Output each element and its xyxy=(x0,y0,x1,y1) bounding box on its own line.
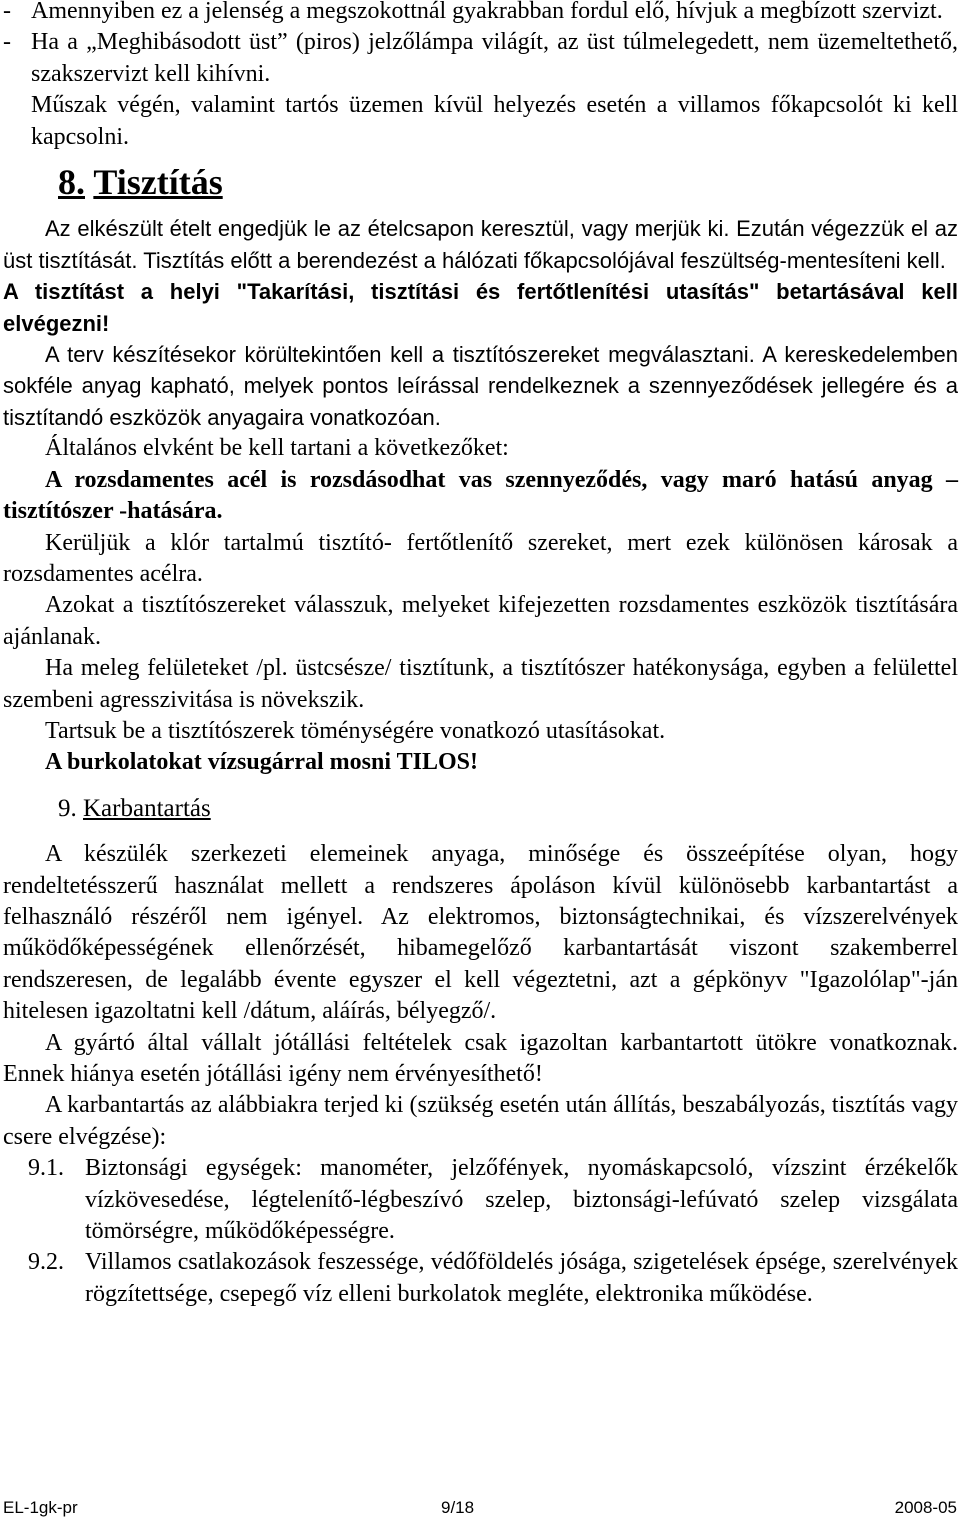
paragraph: A készülék szerkezeti elemeinek anyaga, minősége és összeépítése olyan, hogy rendeltetésszerű használat mellett a rendszeres ápoláson kívül különösebb karbantartást a felhasználó részéről nem igényel. Az elektromos, biztonságtechnikai, és vízszerelvények működőképességének ellenőrzését, hibamegelőző karbantartását viszont szakemberrel rendszeresen, de legalább évente egyszer el kell végeztetni, azt a gépkönyv "Igazolólap"-ján hitelesen igazoltatni kell /dátum, aláírás, bélyegző/. xyxy=(3,841,958,1025)
section-8-number: 8. xyxy=(58,162,85,203)
list-marker xyxy=(3,90,31,153)
paragraph: Azokat a tisztítószereket válasszuk, melyeket kifejezetten rozsdamentes eszközök tisztítására ajánlanak. xyxy=(3,592,958,650)
section-8-heading xyxy=(3,162,958,203)
paragraph-bold: A burkolatokat vízsugárral mosni TILOS! xyxy=(45,749,478,776)
footer-date: 2008-05 xyxy=(894,1498,957,1517)
item-number: 9.1. xyxy=(28,1155,64,1182)
item-text: Biztonsági egységek: manométer, jelzőfények, nyomáskapcsoló, vízszint érzékelők vízkövesedése, légtelenítő-légbeszívó szelep, biztonsági-lefúvató szelep vizsgálata tömörségre, működőképességre. xyxy=(85,1155,958,1245)
footer-page-number: 9/18 xyxy=(441,1498,475,1517)
paragraph: Ha meleg felületeket /pl. üstcsésze/ tisztítunk, a tisztítószer hatékonysága, egyben a felülettel szembeni agresszivitása is növekszik. xyxy=(3,655,958,713)
list-text: Amennyiben ez a jelenség a megszokottnál gyakrabban fordul elő, hívjuk a megbízott szervizt. xyxy=(31,0,943,24)
list-item xyxy=(3,0,958,27)
paragraph: Kerüljük a klór tartalmú tisztító- fertőtlenítő szereket, mert ezek különösen károsak a rozsdamentes acélra. xyxy=(3,529,958,587)
list-marker: - xyxy=(3,29,11,56)
paragraph-bold: A rozsdamentes acél is rozsdásodhat vas szennyeződés, vagy maró hatású anyag – tisztítószer -hatására. xyxy=(3,466,958,525)
section-9-title: Karbantartás xyxy=(83,794,211,822)
list-marker: - xyxy=(3,0,11,24)
paragraph: A karbantartás az alábbiakra terjed ki (szükség esetén után állítás, beszabályozás, tisztítás vagy csere elvégzése): xyxy=(3,1092,958,1150)
paragraph-bold: A tisztítást a helyi "Takarítási, tisztítási és fertőtlenítési utasítás" betartásával kell elvégezni! xyxy=(3,279,958,336)
numbered-item xyxy=(3,1247,958,1310)
section-8-title: Tisztítás xyxy=(93,162,223,203)
footer-doc-id: EL-1gk-pr xyxy=(3,1498,78,1517)
paragraph: Általános elvként be kell tartani a következőket: xyxy=(45,435,509,462)
item-text: Villamos csatlakozások feszessége, védőföldelés jósága, szigetelések épsége, szerelvények rögzítettsége, csepegő víz elleni burkolatok megléte, elektronika működése. xyxy=(85,1249,958,1307)
list-text: Ha a „Meghibásodott üst” (piros) jelzőlámpa világít, az üst túlmelegedett, nem üzemeltethető, szakszervizt kell kihívni. xyxy=(31,29,958,87)
page-content xyxy=(3,0,958,1310)
list-item xyxy=(3,27,958,90)
numbered-item xyxy=(3,1153,958,1247)
paragraph: A gyártó által vállalt jótállási feltételek csak igazoltan karbantartott ütökre vonatkoznak. Ennek hiánya esetén jótállási igény nem érvényesíthető! xyxy=(3,1029,958,1087)
paragraph: Tartsuk be a tisztítószerek töménységére vonatkozó utasításokat. xyxy=(45,717,666,744)
list-item xyxy=(3,90,958,153)
paragraph: A terv készítésekor körültekintően kell a tisztítószereket megválasztani. A kereskedelemben sokféle anyag kapható, melyek pontos leírással rendelkeznek a szennyeződések jellegére és a tisztítandó eszközök anyagaira vonatkozóan. xyxy=(3,342,958,430)
section-9-number: 9. xyxy=(58,794,77,822)
list-text: Műszak végén, valamint tartós üzemen kívül helyezés esetén a villamos főkapcsolót ki kell kapcsolni. xyxy=(31,92,958,150)
item-number: 9.2. xyxy=(28,1249,64,1276)
paragraph: Az elkészült ételt engedjük le az ételcsapon keresztül, vagy merjük ki. Ezután végezzük el az üst tisztítását. Tisztítás előtt a berendezést a hálózati főkapcsolójával feszültség-mentesíteni kell. xyxy=(3,216,958,273)
section-9-heading xyxy=(3,793,958,824)
